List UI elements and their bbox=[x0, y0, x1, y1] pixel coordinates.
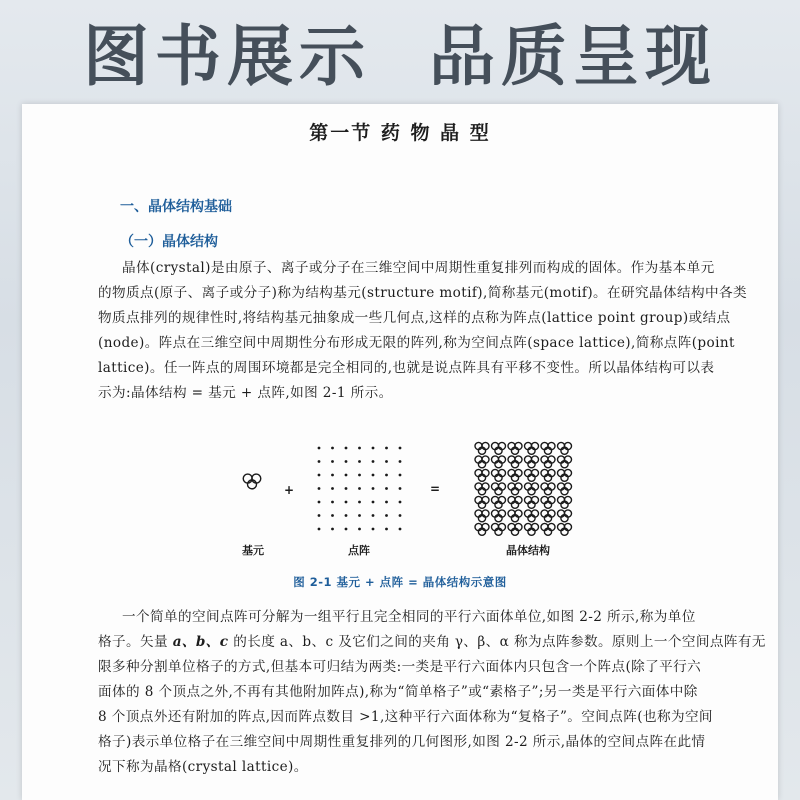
crystal-unit bbox=[508, 442, 522, 454]
crystal-unit bbox=[524, 510, 538, 522]
crystal-unit bbox=[557, 469, 571, 481]
paragraph-line: 晶体(crystal)是由原子、离子或分子在三维空间中周期性重复排列而构成的固体。作为基本单元 bbox=[122, 260, 715, 276]
crystal-unit bbox=[508, 483, 522, 495]
crystal-unit bbox=[557, 456, 571, 468]
lattice-point bbox=[318, 514, 321, 517]
lattice-point bbox=[399, 487, 402, 490]
lattice-point bbox=[318, 447, 321, 450]
lattice-point bbox=[331, 447, 334, 450]
crystal-unit bbox=[524, 523, 538, 535]
crystal-unit bbox=[475, 483, 489, 495]
paragraph-line: 物质点排列的规律性时,将结构基元抽象成一些几何点,这样的点称为阵点(lattice point group)或结点 bbox=[98, 310, 731, 326]
crystal-unit bbox=[491, 469, 505, 481]
crystal-unit bbox=[508, 469, 522, 481]
promo-banner bbox=[0, 0, 800, 100]
crystal-unit bbox=[491, 456, 505, 468]
lattice-point bbox=[385, 528, 388, 531]
crystal-unit bbox=[491, 442, 505, 454]
paragraph-line: (node)。阵点在三维空间中周期性分布形成无限的阵列,称为空间点阵(space lattice),简称点阵(point bbox=[98, 335, 735, 351]
lattice-point bbox=[385, 501, 388, 504]
lattice-point bbox=[318, 460, 321, 463]
section-title: 第一节 药 物 晶 型 bbox=[309, 122, 491, 144]
crystal-unit bbox=[541, 442, 555, 454]
lattice-point bbox=[399, 514, 402, 517]
lattice-point bbox=[385, 460, 388, 463]
text-fragment: 的长度 a、b、c 及它们之间的夹角 γ、β、α 称为点阵参数。原则上一个空间点阵有无 bbox=[228, 634, 766, 650]
heading-crystal-structure: （一）晶体结构 bbox=[120, 234, 218, 250]
crystal-unit bbox=[541, 469, 555, 481]
paragraph-line: 限多种分割单位格子的方式,但基本可归结为两类:一类是平行六面体内只包含一个阵点(除了平行六 bbox=[98, 659, 702, 675]
crystal-unit bbox=[541, 496, 555, 508]
lattice-point bbox=[358, 474, 361, 477]
crystal-unit bbox=[541, 483, 555, 495]
paragraph-line: 面体的 8 个顶点之外,不再有其他附加阵点),称为“简单格子”或“素格子”;另一类是平行六面体中除 bbox=[98, 684, 698, 700]
crystal-unit bbox=[557, 442, 571, 454]
lattice-point bbox=[372, 501, 375, 504]
paragraph-line: 一个简单的空间点阵可分解为一组平行且完全相同的平行六面体单位,如图 2-2 所示,称为单位 bbox=[122, 609, 696, 625]
crystal-unit bbox=[524, 483, 538, 495]
lattice-point bbox=[372, 460, 375, 463]
lattice-dots bbox=[318, 447, 402, 531]
crystal-unit bbox=[557, 483, 571, 495]
lattice-point bbox=[345, 460, 348, 463]
lattice-point bbox=[399, 447, 402, 450]
crystal-unit bbox=[475, 442, 489, 454]
lattice-point bbox=[385, 487, 388, 490]
crystal-unit bbox=[475, 523, 489, 535]
text-fragment: 格子。矢量 bbox=[98, 634, 173, 650]
lattice-point bbox=[385, 474, 388, 477]
lattice-point bbox=[345, 487, 348, 490]
paragraph-line: 示为:晶体结构 = 基元 + 点阵,如图 2-1 所示。 bbox=[98, 385, 393, 401]
crystal-unit bbox=[508, 523, 522, 535]
crystal-unit bbox=[524, 496, 538, 508]
paragraph-unit-cell bbox=[98, 605, 766, 780]
lattice-point bbox=[331, 487, 334, 490]
crystal-unit bbox=[475, 456, 489, 468]
lattice-point bbox=[345, 514, 348, 517]
banner-title: 图书展示 品质呈现 bbox=[83, 17, 717, 95]
paragraph-line: 8 个顶点外还有附加的阵点,因而阵点数目 >1,这种平行六面体称为“复格子”。空间点阵(也称为空间 bbox=[98, 709, 713, 725]
lattice-point bbox=[318, 501, 321, 504]
book-page bbox=[22, 104, 778, 800]
label-crystal-structure: 晶体结构 bbox=[506, 544, 550, 557]
lattice-point bbox=[399, 528, 402, 531]
crystal-structure-pattern bbox=[475, 442, 572, 535]
lattice-point bbox=[372, 447, 375, 450]
crystal-unit bbox=[541, 510, 555, 522]
crystal-unit bbox=[508, 456, 522, 468]
crystal-unit bbox=[491, 483, 505, 495]
paragraph-line bbox=[98, 630, 766, 655]
crystal-unit bbox=[524, 442, 538, 454]
lattice-point bbox=[399, 460, 402, 463]
lattice-point bbox=[358, 514, 361, 517]
lattice-point bbox=[331, 501, 334, 504]
crystal-unit bbox=[508, 496, 522, 508]
lattice-point bbox=[358, 528, 361, 531]
crystal-unit bbox=[475, 496, 489, 508]
label-lattice: 点阵 bbox=[348, 544, 370, 557]
crystal-unit bbox=[557, 496, 571, 508]
lattice-point bbox=[345, 447, 348, 450]
lattice-point bbox=[331, 460, 334, 463]
lattice-point bbox=[358, 447, 361, 450]
lattice-point bbox=[385, 447, 388, 450]
lattice-point bbox=[399, 474, 402, 477]
figure-2-1 bbox=[22, 434, 778, 594]
crystal-unit bbox=[541, 456, 555, 468]
crystal-unit bbox=[541, 523, 555, 535]
lattice-point bbox=[385, 514, 388, 517]
lattice-point bbox=[372, 487, 375, 490]
crystal-unit bbox=[475, 510, 489, 522]
lattice-point bbox=[399, 501, 402, 504]
lattice-point bbox=[345, 474, 348, 477]
crystal-unit bbox=[491, 523, 505, 535]
crystal-unit bbox=[557, 523, 571, 535]
lattice-point bbox=[358, 501, 361, 504]
paragraph-line: 的物质点(原子、离子或分子)称为结构基元(structure motif),简称基元(motif)。在研究晶体结构中各类 bbox=[98, 285, 747, 301]
figure-2-1-drawing bbox=[22, 434, 778, 559]
motif-icon bbox=[243, 474, 261, 489]
crystal-unit bbox=[491, 510, 505, 522]
crystal-unit bbox=[524, 469, 538, 481]
lattice-point bbox=[331, 474, 334, 477]
lattice-point bbox=[345, 501, 348, 504]
crystal-unit bbox=[524, 456, 538, 468]
paragraph-line: 况下称为晶格(crystal lattice)。 bbox=[98, 759, 308, 775]
paragraph-line: 格子)表示单位格子在三维空间中周期性重复排列的几何图形,如图 2-2 所示,晶体的空间点阵在此情 bbox=[98, 734, 706, 750]
lattice-point bbox=[318, 487, 321, 490]
crystal-unit bbox=[557, 510, 571, 522]
crystal-unit bbox=[508, 510, 522, 522]
lattice-point bbox=[345, 528, 348, 531]
vector-symbols: a、b、c bbox=[172, 634, 229, 650]
lattice-point bbox=[372, 514, 375, 517]
lattice-point bbox=[372, 528, 375, 531]
equals-sign: = bbox=[430, 482, 441, 496]
crystal-unit bbox=[491, 496, 505, 508]
lattice-point bbox=[372, 474, 375, 477]
plus-sign: + bbox=[284, 483, 295, 497]
lattice-point bbox=[358, 487, 361, 490]
lattice-point bbox=[318, 528, 321, 531]
heading-crystal-basics: 一、晶体结构基础 bbox=[120, 199, 232, 215]
paragraph-line: lattice)。任一阵点的周围环境都是完全相同的,也就是说点阵具有平移不变性。所以晶体结构可以表 bbox=[98, 360, 715, 376]
figure-caption: 图 2-1 基元 + 点阵 = 晶体结构示意图 bbox=[293, 575, 507, 589]
paragraph-crystal-definition bbox=[98, 256, 747, 406]
motif-trefoil bbox=[243, 474, 261, 489]
crystal-unit bbox=[475, 469, 489, 481]
lattice-point bbox=[318, 474, 321, 477]
lattice-point bbox=[331, 514, 334, 517]
lattice-point bbox=[331, 528, 334, 531]
lattice-point bbox=[358, 460, 361, 463]
label-motif: 基元 bbox=[242, 544, 264, 557]
